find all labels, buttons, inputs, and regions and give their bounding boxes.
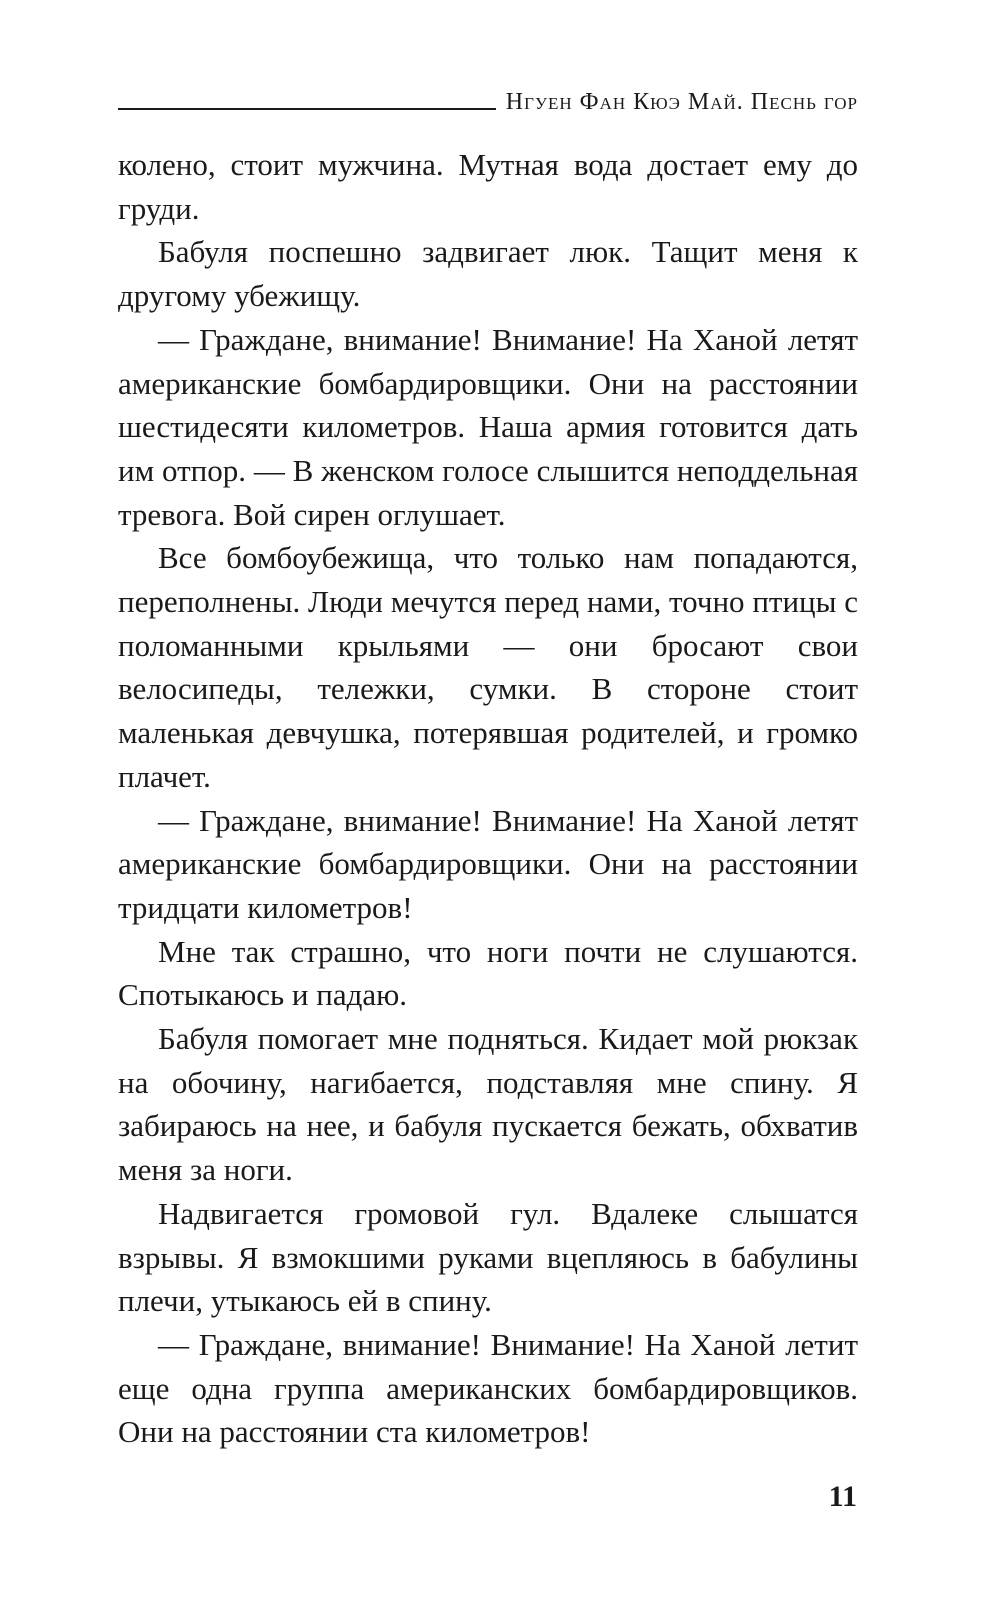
paragraph: Мне так страшно, что ноги почти не слушаются. Спотыкаюсь и падаю. [118,933,858,1013]
running-title: Нгуен Фан Кюэ Май. Песнь гор [505,89,858,115]
paragraph: — Граждане, внимание! Внимание! На Ханой летит еще одна группа американских бомбардировщиков. Они на расстоянии ста километров! [118,1326,858,1450]
paragraph: Все бомбоубежища, что только нам попадаются, переполнены. Люди мечутся перед нами, точно птицы с поломанными крыльями — они бросают свои велосипеды, тележки, сумки. В стороне стоит маленькая девчушка, потерявшая родителей, и громко плачет. [118,540,858,794]
paragraph: колено, стоит мужчина. Мутная вода достает ему до груди. [118,147,858,226]
page-number: 11 [828,1480,857,1513]
paragraph: Бабуля поспешно задвигает люк. Тащит меня к другому убежищу. [118,234,858,314]
paragraph: Бабуля помогает мне подняться. Кидает мой рюкзак на обочину, нагибается, подставляя мне спину. Я забираюсь на нее, и бабуля пускается бежать, обхватив меня за ноги. [118,1021,858,1188]
paragraph: — Граждане, внимание! Внимание! На Ханой летят американские бомбардировщики. Они на расстоянии шестидесяти километров. Наша армия готовится дать им отпор. — В женском голосе слышится неподдельная тревога. Вой сирен оглушает. [118,321,858,532]
paragraph: Надвигается громовой гул. Вдалеке слышатся взрывы. Я взмокшими руками вцепляюсь в бабулины плечи, утыкаюсь ей в спину. [118,1195,858,1319]
paragraph: — Граждане, внимание! Внимание! На Ханой летят американские бомбардировщики. Они на расстоянии тридцати километров! [118,802,858,925]
header-rule [118,108,496,110]
body-text [118,143,858,1454]
running-header [118,82,858,116]
